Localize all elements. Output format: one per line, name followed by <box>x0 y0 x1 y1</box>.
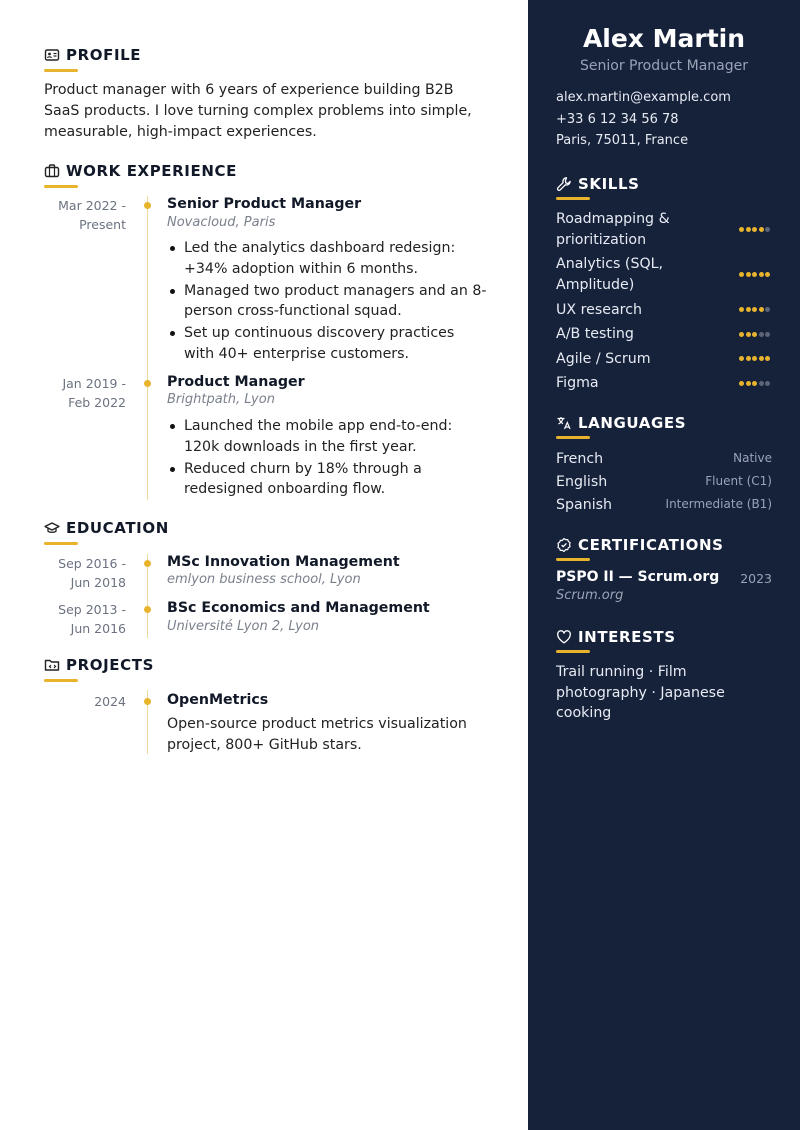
section-title: PROJECTS <box>66 656 154 674</box>
rating-dot-filled <box>746 332 751 337</box>
list-item: Set up continuous discovery practices with 40+ enterprise customers. <box>167 323 487 364</box>
rating-dot-filled <box>739 272 744 277</box>
skills-heading <box>556 175 640 193</box>
job-role: Product Manager <box>167 374 305 390</box>
rating-dot-filled <box>752 356 757 361</box>
rating-dot-filled <box>759 227 764 232</box>
interests-text: Trail running · Film photography · Japanese cooking <box>556 664 725 721</box>
education-date: Sep 2016 - Jun 2018 <box>58 556 126 590</box>
rating-dot-filled <box>746 356 751 361</box>
job-bullets <box>167 416 487 501</box>
rating-dot-filled <box>739 227 744 232</box>
project-description: Open-source product metrics visualization project, 800+ GitHub stars. <box>167 716 467 753</box>
rating-dot-filled <box>739 307 744 312</box>
rating-dot-filled <box>765 272 770 277</box>
projects-heading <box>44 656 154 674</box>
skill-rating <box>739 307 772 312</box>
section-title: PROFILE <box>66 46 142 64</box>
section-rule <box>44 69 78 72</box>
rating-dot-empty <box>765 381 770 386</box>
certifications-heading <box>556 536 724 554</box>
skill-rating <box>739 332 772 337</box>
rating-dot-filled <box>746 227 751 232</box>
rating-dot-filled <box>752 307 757 312</box>
rating-dot-filled <box>759 307 764 312</box>
section-rule <box>556 436 590 439</box>
contact-phone[interactable]: +33 6 12 34 56 78 <box>556 112 679 127</box>
languages-heading <box>556 414 686 432</box>
job-date: Mar 2022 - Present <box>58 198 126 232</box>
skill-name: UX research <box>556 302 642 318</box>
skill-rating <box>739 356 772 361</box>
education-degree: MSc Innovation Management <box>167 554 400 570</box>
rating-dot-empty <box>759 381 764 386</box>
project-date: 2024 <box>94 694 126 709</box>
skill-rating <box>739 381 772 386</box>
timeline-dot <box>144 202 151 209</box>
sidebar <box>528 0 800 1130</box>
section-title: INTERESTS <box>578 628 676 646</box>
skill-rating <box>739 227 772 232</box>
person-title: Senior Product Manager <box>579 58 748 74</box>
timeline-dot <box>144 606 151 613</box>
education-degree: BSc Economics and Management <box>167 600 430 616</box>
timeline-line <box>147 196 148 500</box>
certification-year: 2023 <box>740 571 772 586</box>
job-company: Brightpath, Lyon <box>167 392 275 407</box>
education-date: Sep 2013 - Jun 2016 <box>58 602 126 636</box>
rating-dot-empty <box>759 332 764 337</box>
profile-heading <box>44 46 141 64</box>
skill-name: A/B testing <box>556 326 634 342</box>
heart-icon <box>556 629 572 645</box>
rating-dot-filled <box>759 356 764 361</box>
section-title: LANGUAGES <box>578 414 687 432</box>
list-item: Launched the mobile app end-to-end: 120k downloads in the first year. <box>167 416 487 457</box>
interests-heading <box>556 628 676 646</box>
rating-dot-filled <box>752 227 757 232</box>
language-name: Spanish <box>556 497 613 513</box>
person-name: Alex Martin <box>582 24 746 53</box>
rating-dot-empty <box>765 227 770 232</box>
section-rule <box>44 542 78 545</box>
section-rule <box>44 185 78 188</box>
wrench-icon <box>556 176 572 192</box>
rating-dot-filled <box>739 381 744 386</box>
graduation-cap-icon <box>44 520 60 536</box>
rating-dot-filled <box>739 356 744 361</box>
list-item: Reduced churn by 18% through a redesigned onboarding flow. <box>167 459 487 500</box>
certification-issuer: Scrum.org <box>556 588 624 603</box>
timeline-dot <box>144 560 151 567</box>
contact-email[interactable]: alex.martin@example.com <box>556 90 731 105</box>
education-school: Université Lyon 2, Lyon <box>167 619 320 634</box>
timeline-dot <box>144 698 151 705</box>
timeline-dot <box>144 380 151 387</box>
skill-name: Roadmapping & prioritization <box>556 211 670 248</box>
list-item: Led the analytics dashboard redesign: +34% adoption within 6 months. <box>167 238 487 279</box>
language-level: Intermediate (B1) <box>665 497 772 511</box>
section-rule <box>556 197 590 200</box>
rating-dot-filled <box>765 356 770 361</box>
skill-rating <box>739 272 772 277</box>
id-card-icon <box>44 47 60 63</box>
job-role: Senior Product Manager <box>167 196 362 212</box>
section-title: SKILLS <box>578 175 640 193</box>
rating-dot-filled <box>752 332 757 337</box>
job-bullets <box>167 238 487 366</box>
experience-heading <box>44 162 237 180</box>
language-name: English <box>556 474 608 490</box>
certification-name: PSPO II — Scrum.org <box>556 569 720 585</box>
section-rule <box>556 650 590 653</box>
language-name: French <box>556 451 604 467</box>
rating-dot-filled <box>746 381 751 386</box>
job-date: Jan 2019 - Feb 2022 <box>62 376 126 410</box>
contact-address: Paris, 75011, France <box>556 133 689 148</box>
rating-dot-empty <box>765 307 770 312</box>
rating-dot-filled <box>746 307 751 312</box>
profile-text: Product manager with 6 years of experience building B2B SaaS products. I love turning complex problems into simple, measurable, high-impact experiences. <box>44 82 472 140</box>
language-level: Native <box>733 451 772 465</box>
job-company: Novacloud, Paris <box>167 215 276 230</box>
section-rule <box>556 558 590 561</box>
section-title: WORK EXPERIENCE <box>66 162 237 180</box>
section-rule <box>44 679 78 682</box>
section-title: EDUCATION <box>66 519 169 537</box>
rating-dot-filled <box>759 272 764 277</box>
translate-icon <box>556 415 572 431</box>
skill-name: Analytics (SQL, Amplitude) <box>556 256 664 293</box>
folder-code-icon <box>44 657 60 673</box>
rating-dot-filled <box>746 272 751 277</box>
rating-dot-filled <box>752 272 757 277</box>
education-school: emlyon business school, Lyon <box>167 572 361 587</box>
badge-check-icon <box>556 537 572 553</box>
skill-name: Agile / Scrum <box>556 351 651 367</box>
language-level: Fluent (C1) <box>705 474 772 488</box>
section-title: CERTIFICATIONS <box>578 536 724 554</box>
rating-dot-empty <box>765 332 770 337</box>
rating-dot-filled <box>739 332 744 337</box>
skill-name: Figma <box>556 375 599 391</box>
project-name: OpenMetrics <box>167 692 269 708</box>
education-heading <box>44 519 169 537</box>
rating-dot-filled <box>752 381 757 386</box>
briefcase-icon <box>44 163 60 179</box>
list-item: Managed two product managers and an 8-person cross-functional squad. <box>167 281 487 322</box>
